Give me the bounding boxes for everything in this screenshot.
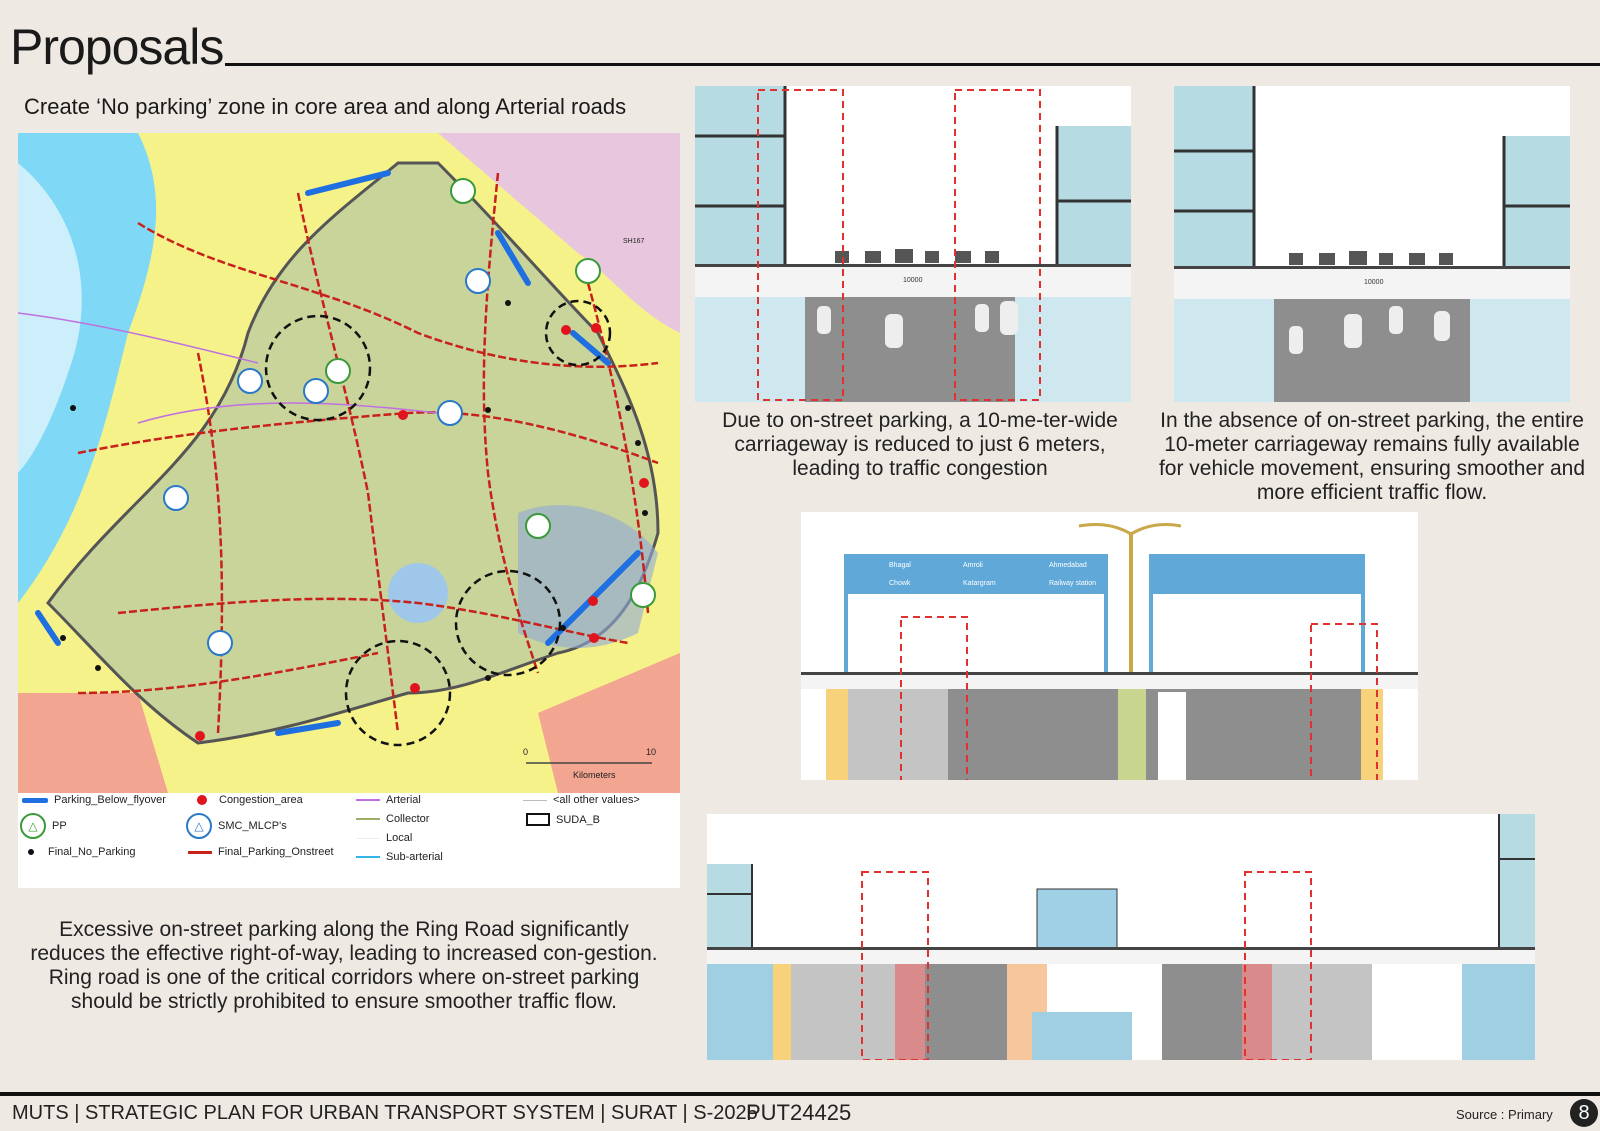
legend-item: Congestion_area <box>191 794 303 806</box>
legend-item: <all other values> <box>523 794 640 806</box>
legend-item: Local <box>356 832 412 844</box>
violet-line-icon <box>356 799 380 801</box>
section-brts-drawing <box>707 814 1535 1060</box>
black-box-icon <box>526 813 550 826</box>
dimension-label: 10000 <box>1364 279 1384 286</box>
olive-line-icon <box>356 818 380 820</box>
section-ring-road-flyover <box>801 512 1418 780</box>
footer-code: PUT24425 <box>746 1100 852 1125</box>
sign-line: Railway station <box>1049 580 1097 587</box>
dimension-label: 10000 <box>903 277 923 284</box>
sign-line: Bhagal <box>889 562 911 569</box>
blue-line-icon <box>22 798 48 803</box>
map-panel <box>18 133 680 888</box>
page-title: Proposals <box>10 19 224 75</box>
legend-item: Parking_Below_flyover <box>22 794 166 806</box>
blue-car-icon: △ <box>186 813 212 839</box>
section-with-parking-drawing <box>695 86 1131 402</box>
section-brts-corridor <box>707 814 1535 1060</box>
red-line-icon <box>188 851 212 854</box>
footer-project-title: MUTS | STRATEGIC PLAN FOR URBAN TRANSPORT SYSTEM | SURAT | S-2025 <box>12 1102 758 1124</box>
page-number: 8 <box>1570 1099 1598 1127</box>
legend-item: Final_No_Parking <box>28 846 135 858</box>
grey-line-icon <box>523 800 547 801</box>
scale-zero: 0 <box>523 747 529 757</box>
legend-item: Collector <box>356 813 429 825</box>
section-with-parking <box>695 86 1131 402</box>
red-dot-icon <box>197 795 207 805</box>
cyan-line-icon <box>356 856 380 858</box>
sign-line: Chowk <box>889 580 911 587</box>
legend-item: △ SMC_MLCP's <box>186 813 287 839</box>
sign-line: Amroli <box>963 562 983 569</box>
scale-unit: Kilometers <box>573 770 616 780</box>
white-line-icon <box>356 838 380 839</box>
legend-item: Arterial <box>356 794 421 806</box>
sign-line: Katargram <box>963 580 996 587</box>
scale-ten: 10 <box>646 747 657 757</box>
caption-without-parking: In the absence of on-street parking, the entire 10-meter carriageway remains fully available for vehicle movement, ensuring smoother and more efficient traffic flow. <box>1158 409 1586 504</box>
svg-text:SH167: SH167 <box>623 238 645 245</box>
sign-line: Ahmedabad <box>1049 562 1087 569</box>
map-image <box>18 133 680 793</box>
legend-item: Sub-arterial <box>356 851 443 863</box>
footer-source: Source : Primary <box>1456 1107 1553 1122</box>
section-without-parking-drawing <box>1174 86 1570 402</box>
section-without-parking <box>1174 86 1570 402</box>
map-heading: Create ‘No parking’ zone in core area and along Arterial roads <box>24 94 627 119</box>
legend-item: Final_Parking_Onstreet <box>188 846 334 858</box>
caption-with-parking: Due to on-street parking, a 10-me-ter-wide carriageway is reduced to just 6 meters, leading to traffic congestion <box>722 409 1118 480</box>
legend-item: △ PP <box>20 813 67 839</box>
section-ring-road-drawing <box>801 512 1418 780</box>
green-car-icon: △ <box>20 813 46 839</box>
footer-rule <box>0 1092 1600 1096</box>
body-text: Excessive on-street parking along the Ring Road significantly reduces the effective right-of-way, leading to increased con-gestion. Ring road is one of the critical corridors where on-street parking should be strictly prohibited to ensure smoother traffic flow. <box>30 918 658 1013</box>
title-rule <box>225 63 1600 66</box>
black-dot-icon <box>28 849 34 855</box>
legend-item: SUDA_B <box>526 813 600 826</box>
